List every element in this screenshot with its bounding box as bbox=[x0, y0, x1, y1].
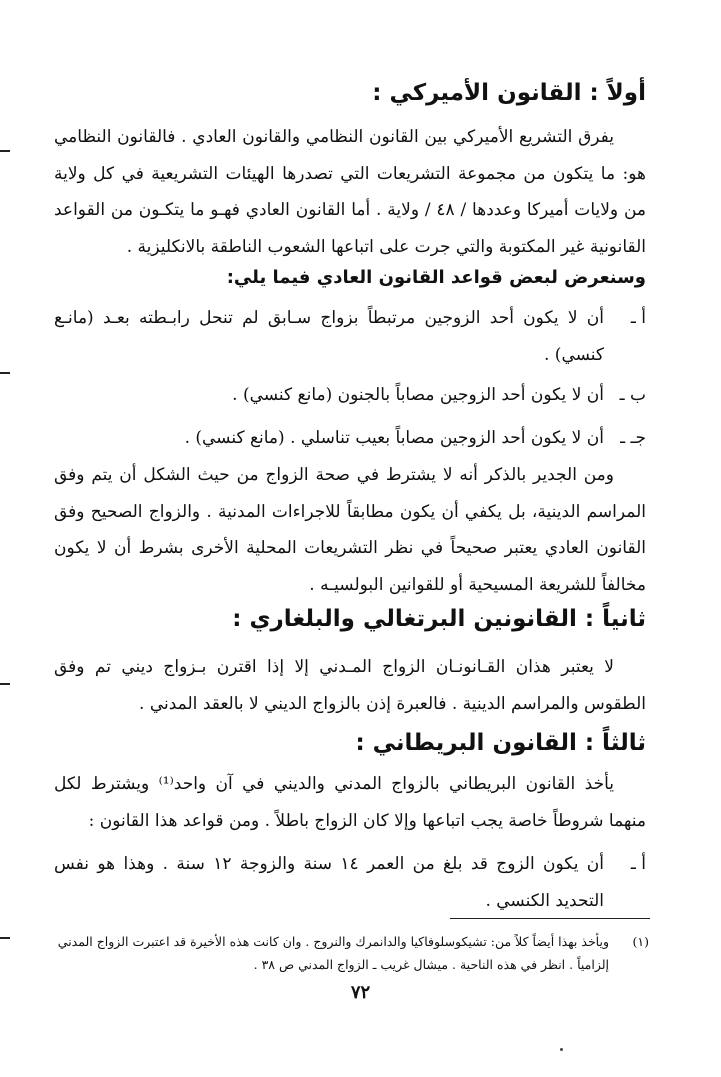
footnote-divider bbox=[450, 918, 650, 919]
section-heading-british-law: ثالثاً : القانون البريطاني : bbox=[355, 730, 646, 756]
list-item bbox=[54, 846, 646, 919]
list-item-text: أن لا يكون أحد الزوجين مصاباً بالجنون (مانع كنسي) . bbox=[232, 385, 604, 405]
list-item-text: أن يكون الزوج قد بلغ من العمر ١٤ سنة والزوجة ١٢ سنة . وهذا هو نفس التحديد الكنسي . bbox=[54, 854, 604, 911]
list-item bbox=[54, 377, 646, 414]
scan-edge-mark bbox=[0, 150, 10, 152]
footnote bbox=[53, 930, 649, 976]
paragraph-text: يأخذ القانون البريطاني بالزواج المدني والديني في آن واحد⁽¹⁾ ويشترط لكل منهما شروطاً خاصة يجب اتباعها وإلا كان الزواج باطلاً . ومن قواعد هذا القانون : bbox=[54, 774, 646, 831]
list-item bbox=[54, 300, 646, 373]
list-item-marker: جـ ـ bbox=[620, 428, 646, 448]
footnote-text: ويأخذ بهذا أيضاً كلاً من: تشيكوسلوفاكيا والدانمرك والنروج . وان كانت هذه الأخيرة قد اعتبرت الزواج المدني إلزامياً . انظر في هذه الناحية . ميشال غريب ـ الزواج المدني ص ٣٨ . bbox=[57, 934, 609, 972]
list-item bbox=[54, 420, 646, 457]
list-item-text: أن لا يكون أحد الزوجين مصاباً بعيب تناسلي . (مانع كنسي) . bbox=[184, 428, 604, 448]
paragraph-american-law-intro bbox=[54, 119, 646, 265]
paragraph-text: ومن الجدير بالذكر أنه لا يشترط في صحة الزواج من حيث الشكل أن يتم وفق المراسم الدينية، بل يكفي أن يكون مطابقاً للاجراءات المدنية . والزواج الصحيح وفق القانون العادي يعتبر صحيحاً في نظر التشريعات المحلية الأخرى بشرط أن لا يكون مخالفاً للشريعة المسيحية أو للقوانين البولسيـه . bbox=[54, 465, 646, 595]
scan-edge-mark bbox=[0, 937, 10, 939]
scan-edge-mark bbox=[0, 372, 10, 374]
paragraph-form-of-marriage bbox=[54, 457, 646, 603]
list-item-text: أن لا يكون أحد الزوجين مرتبطاً بزواج سـابق لم تنحل رابـطته بعـد (مانـع كنسي) . bbox=[54, 308, 604, 365]
list-item-marker: ب ـ bbox=[619, 385, 646, 405]
list-item-marker: أ ـ bbox=[630, 308, 646, 328]
paragraph-text: لا يعتبر هذان القـانونـان الزواج المـدني إلا إذا اقترن بـزواج ديني تم وفق الطقوس والمراسم الدينية . فالعبرة إذن بالزواج الديني لا بالعقد المدني . bbox=[54, 657, 646, 714]
footnote-marker: (١) bbox=[632, 934, 649, 949]
section-heading-portuguese-bulgarian-law: ثانياً : القانونين البرتغالي والبلغاري : bbox=[232, 606, 646, 632]
scan-dot bbox=[560, 1048, 563, 1051]
list-item-marker: أ ـ bbox=[630, 854, 646, 874]
scan-edge-mark bbox=[0, 683, 10, 685]
page-number: ٧٢ bbox=[350, 982, 371, 1003]
subheading-common-law-rules: وسنعرض لبعض قواعد القانون العادي فيما يلي: bbox=[226, 267, 646, 288]
paragraph-british-law bbox=[54, 766, 646, 839]
section-heading-american-law: أولاً : القانون الأميركي : bbox=[372, 80, 646, 106]
paragraph-text: يفرق التشريع الأميركي بين القانون النظامي والقانون العادي . فالقانون النظامي هو: ما يتكون من مجموعة التشريعات التي تصدرها الهيئات التشريعية في كل ولاية من ولايات أميركا وعددها / ٤٨ / ولاية . أما القانون العادي فهـو ما يتكـون من القواعد القانونية غير المكتوبة والتي جرت على اتباعها الشعوب الناطقة بالانكليزية . bbox=[54, 127, 646, 257]
paragraph-portuguese-bulgarian bbox=[54, 649, 646, 722]
